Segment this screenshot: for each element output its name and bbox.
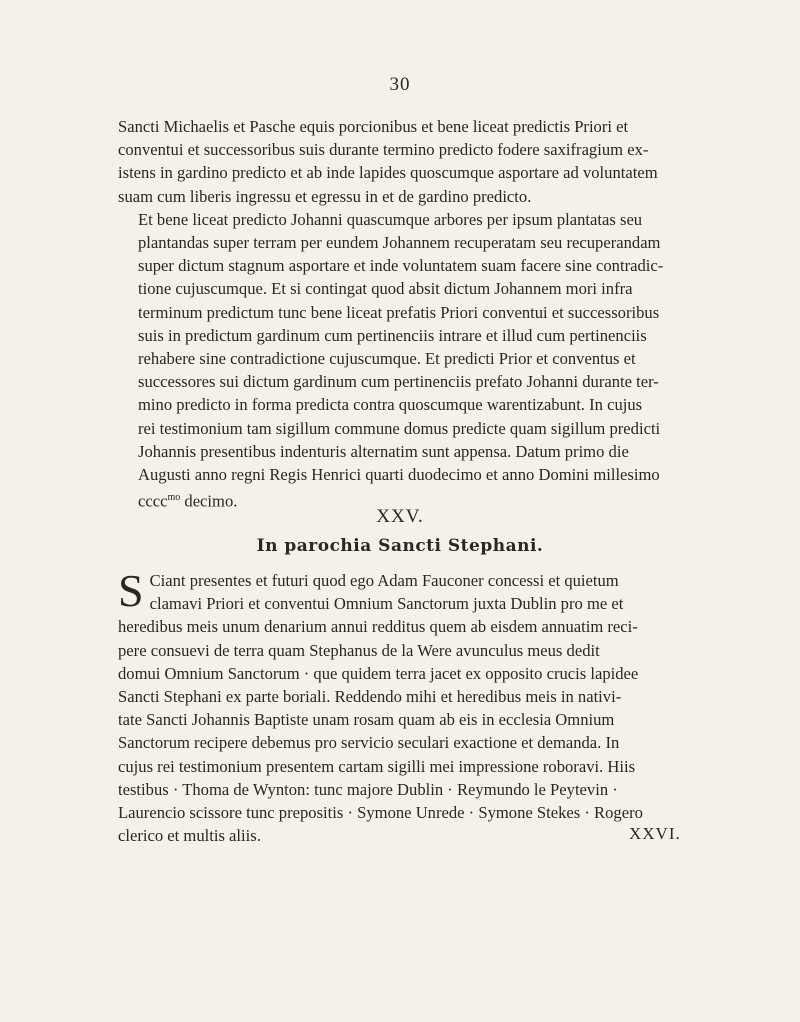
drop-cap: S (118, 565, 144, 616)
paragraph-1 (118, 115, 688, 208)
text-line: Laurencio scissore tunc prepositis · Symone Unrede · Symone Stekes · Rogero (118, 803, 643, 823)
text-line: testibus · Thoma de Wynton: tunc majore Dublin · Reymundo le Peytevin · (118, 779, 618, 799)
superscript: mo (167, 492, 181, 504)
text-line: istens in gardino predicto et ab inde lapides quoscumque asportare ad voluntatem (118, 163, 658, 183)
charter-paragraph (118, 565, 688, 847)
text-line: Augusti anno regni Regis Henrici quarti duodecimo et anno Domini millesimo (138, 465, 660, 485)
text-line: tione cujuscumque. Et si contingat quod absit dictum Johannem mori infra (138, 279, 633, 299)
text-fragment: decimo. (180, 491, 238, 511)
text-fragment: cccc (138, 491, 168, 511)
text-line: clamavi Priori et conventui Omnium Sanctorum juxta Dublin pro me et (149, 594, 624, 614)
text-line: Sancti Michaelis et Pasche equis porcionibus et bene liceat predictis Priori et (118, 117, 629, 136)
text-line: plantandas super terram per eundem Johannem recuperatam seu recuperandam (138, 233, 661, 253)
paragraph-2 (118, 208, 688, 513)
text-line: domui Omnium Sanctorum · que quidem terra jacet ex opposito crucis lapidee (118, 663, 639, 683)
text-line: pere consuevi de terra quam Stephanus de la Were avunculus meus dedit (118, 640, 600, 660)
text-line: rehabere sine contradictione cujuscumque. Et predicti Prior et conventus et (138, 349, 636, 369)
charter-number: XXV. (376, 506, 424, 527)
text-line: tate Sancti Johannis Baptiste unam rosam quam ab eis in ecclesia Omnium (118, 710, 615, 730)
text-line: heredibus meis unum denarium annui redditus quem ab eisdem annuatim reci- (118, 617, 638, 637)
text-line: super dictum stagnum asportare et inde voluntatem suam facere sine contradic- (138, 256, 664, 276)
text-line: Johannis presentibus indenturis alternatim sunt appensa. Datum primo die (138, 441, 629, 461)
text-line: mino predicto in forma predicta contra quoscumque warentizabunt. In cujus (138, 395, 643, 415)
charter-heading: In parochia Sancti Stephani. (256, 536, 544, 556)
text-line: Et bene liceat predicto Johanni quascumque arbores per ipsum plantatas seu (138, 209, 643, 229)
text-line: suis in predictum gardinum cum pertinenciis intrare et illud cum pertinenciis (138, 325, 647, 345)
charter-text (118, 565, 688, 847)
text-line: terminum predictum tunc bene liceat prefatis Priori conventui et successoribus (138, 302, 660, 322)
continued-charter-text (118, 115, 688, 513)
text-line: successores sui dictum gardinum cum pertinenciis prefato Johanni durante ter- (138, 372, 659, 392)
text-line: clerico et multis aliis. (118, 826, 261, 846)
text-line: Sancti Stephani ex parte boriali. Reddendo mihi et heredibus meis in nativi- (118, 687, 622, 707)
catchword: XXVI. (629, 824, 681, 843)
text-line: suam cum liberis ingressu et egressu in et de gardino predicto. (118, 186, 532, 206)
text-line: rei testimonium tam sigillum commune domus predicte quam sigillum predicti (138, 418, 661, 438)
text-line: conventui et successoribus suis durante termino predicto fodere saxifragium ex- (118, 140, 649, 160)
text-line: Sanctorum recipere debemus pro servicio seculari exactione et demanda. In (118, 733, 620, 753)
text-line: Ciant presentes et futuri quod ego Adam Fauconer concessi et quietum (149, 571, 619, 590)
page-number: 30 (389, 74, 411, 95)
text-line: cujus rei testimonium presentem cartam sigilli mei impressione roboravi. Hiis (118, 756, 636, 776)
